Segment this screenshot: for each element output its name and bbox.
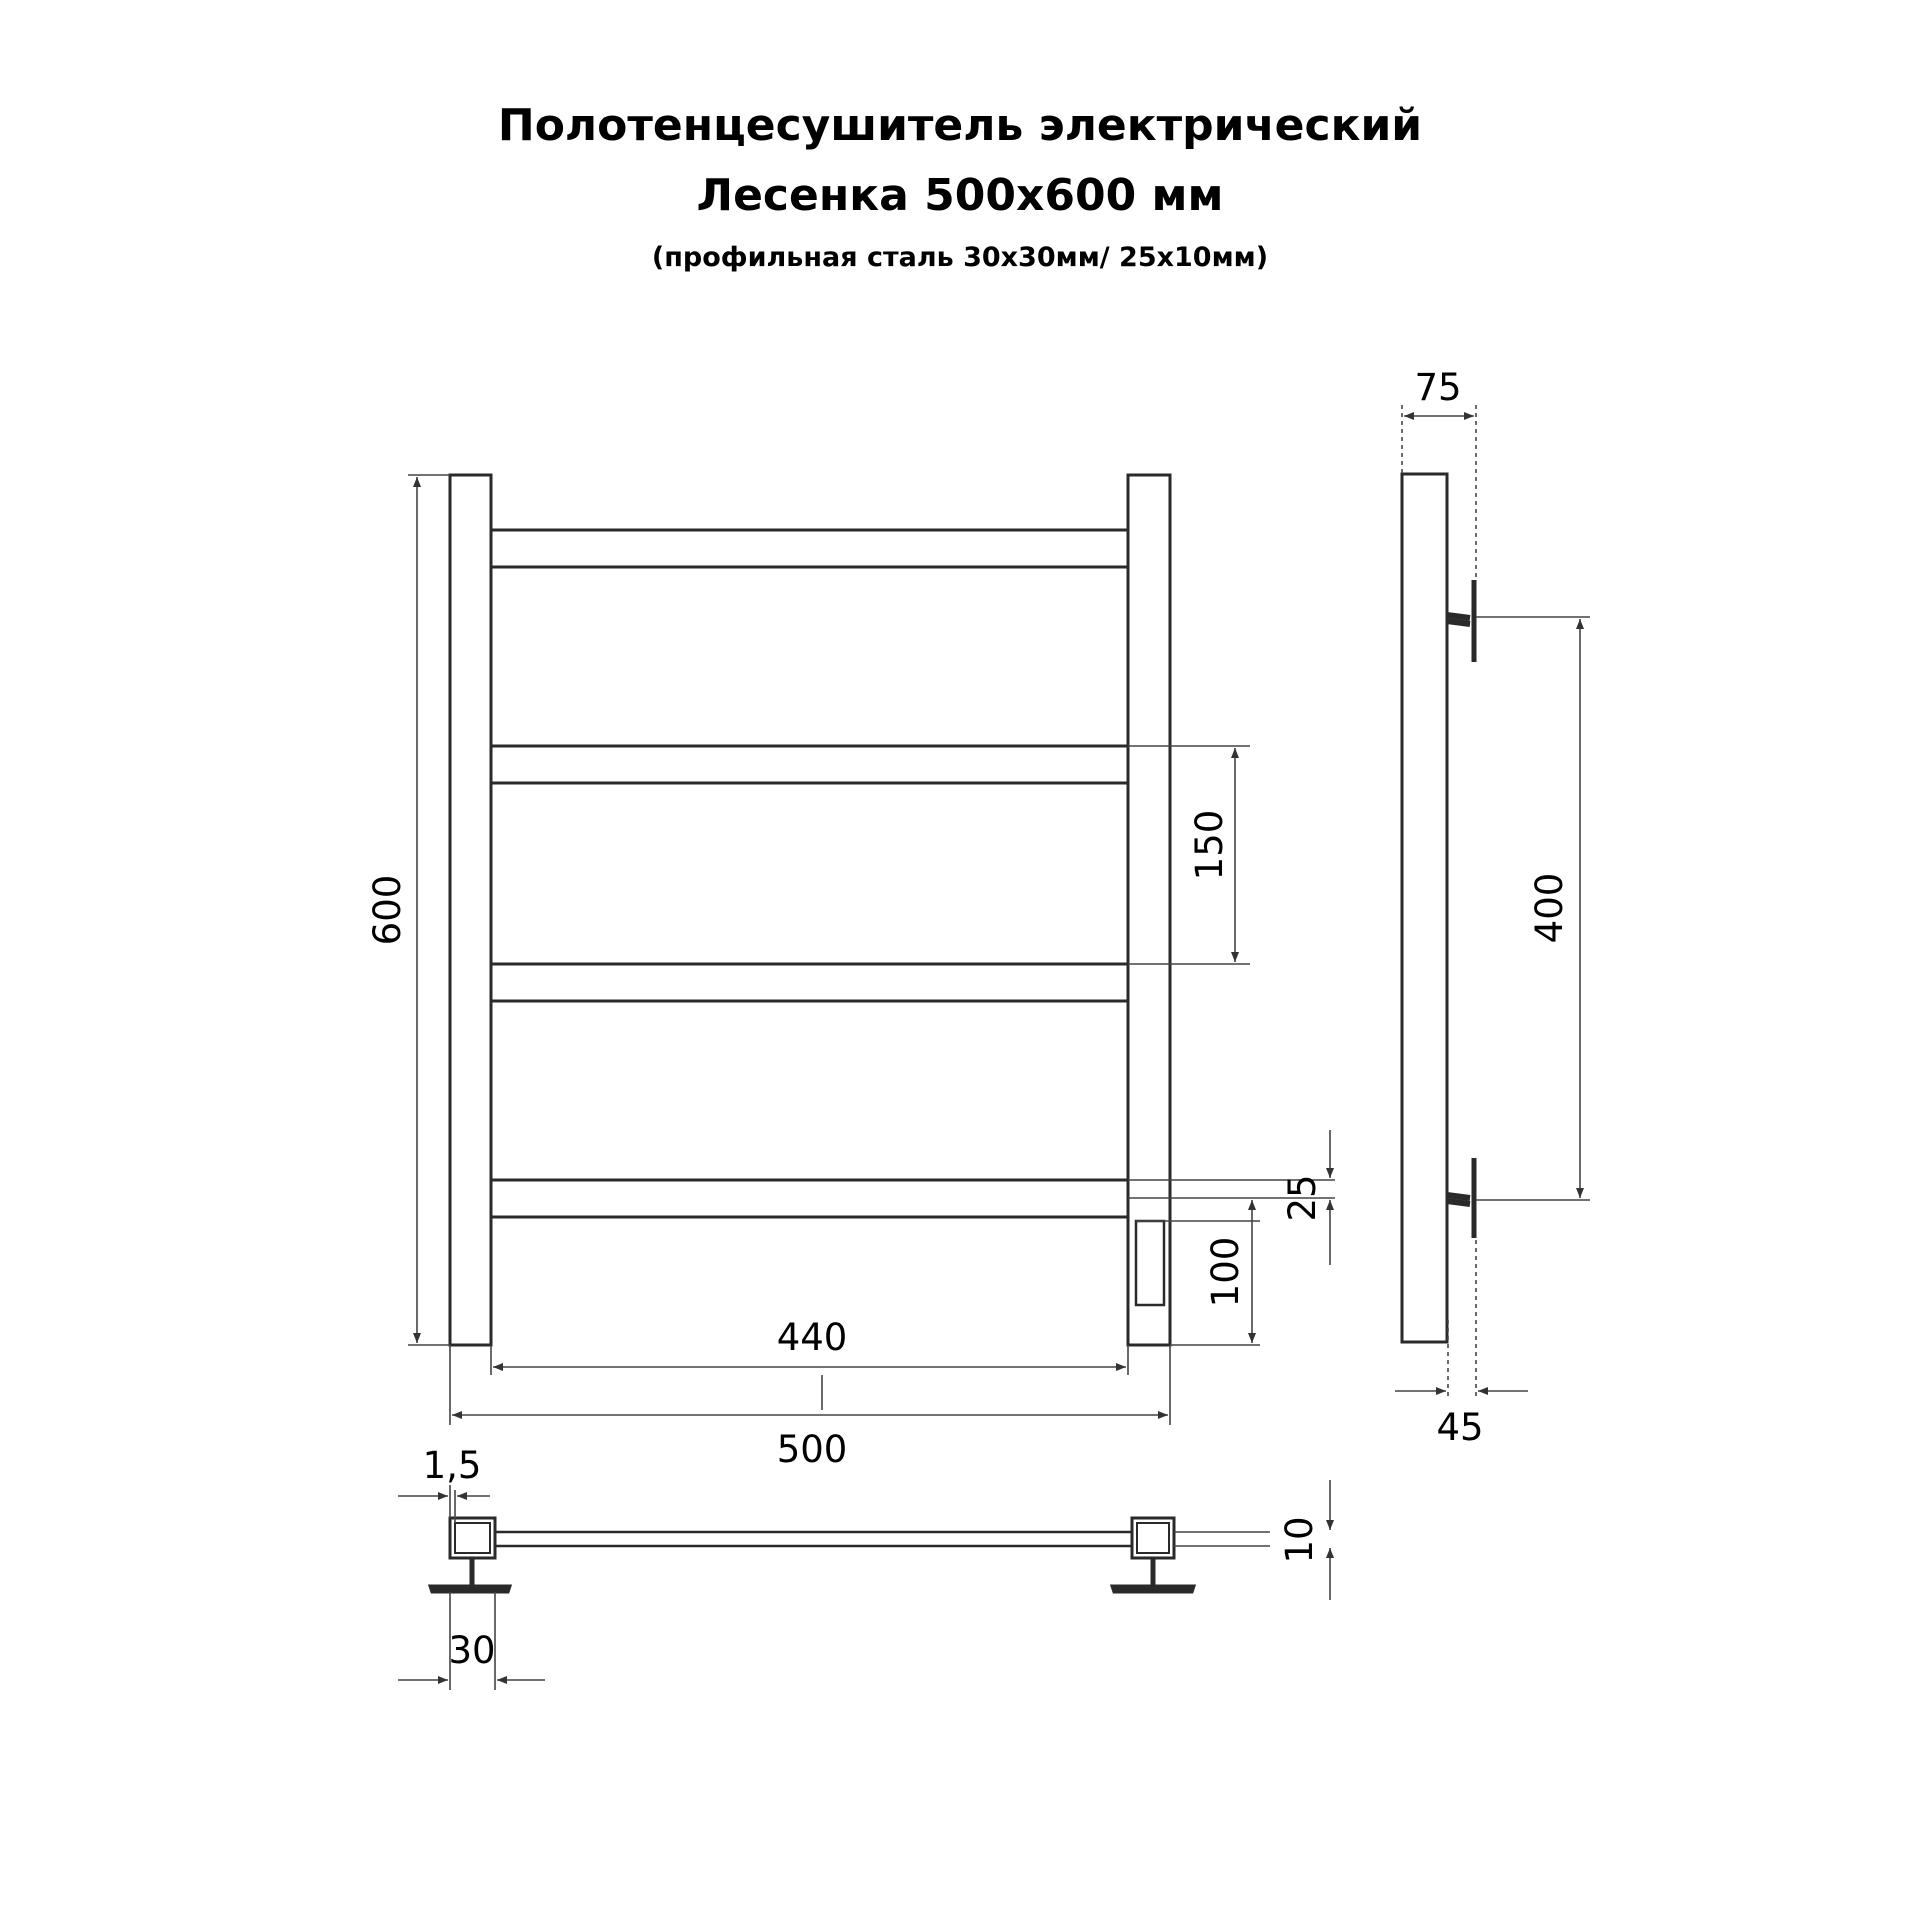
dim-label-10: 10 xyxy=(1278,1516,1321,1564)
dim-label-400: 400 xyxy=(1528,872,1571,944)
top-left-flange xyxy=(430,1586,510,1592)
dim-label-100: 100 xyxy=(1204,1236,1247,1308)
right-post xyxy=(1128,475,1170,1345)
heater-box xyxy=(1136,1221,1164,1305)
title-line-3: (профильная сталь 30х30мм/ 25х10мм) xyxy=(651,242,1269,273)
top-left-post-inner xyxy=(455,1523,490,1553)
left-post xyxy=(450,475,491,1345)
dim-label-45: 45 xyxy=(1436,1406,1484,1449)
top-right-flange xyxy=(1112,1586,1194,1592)
top-rung xyxy=(495,1532,1132,1546)
dimension-labels xyxy=(366,366,1571,1672)
rung-2 xyxy=(491,746,1128,783)
rung-4 xyxy=(491,1180,1128,1217)
dim-label-25: 25 xyxy=(1281,1174,1324,1222)
upper-wall-mount xyxy=(1447,580,1474,662)
dim-label-150: 150 xyxy=(1188,809,1231,881)
top-right-post-inner xyxy=(1137,1523,1169,1553)
title-line-1: Полотенцесушитель электрический xyxy=(497,100,1423,151)
top-view xyxy=(430,1518,1194,1592)
lower-wall-mount xyxy=(1447,1158,1474,1238)
dim-label-600: 600 xyxy=(366,874,409,946)
dim-label-30: 30 xyxy=(448,1629,496,1672)
front-view xyxy=(450,475,1170,1345)
rung-3 xyxy=(491,964,1128,1001)
dim-label-75: 75 xyxy=(1414,366,1462,409)
title-line-2: Лесенка 500х600 мм xyxy=(696,170,1224,221)
dim-label-500: 500 xyxy=(776,1428,848,1471)
rung-1 xyxy=(491,530,1128,567)
dim-label-1-5: 1,5 xyxy=(422,1444,482,1487)
front-dimension-lines xyxy=(408,475,1335,1425)
side-post xyxy=(1402,474,1447,1342)
side-view xyxy=(1402,474,1474,1342)
dim-label-440: 440 xyxy=(776,1316,848,1359)
